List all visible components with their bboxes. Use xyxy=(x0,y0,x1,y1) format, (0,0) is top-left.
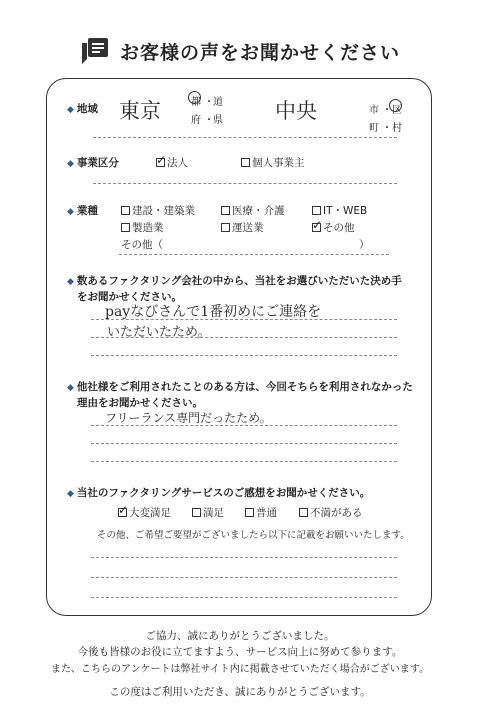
reason-question: ◆ 数あるファクタリング会社の中から、当社をお選びいただいた決め手 xyxy=(67,275,402,287)
answer-line xyxy=(91,319,397,320)
checkbox[interactable] xyxy=(299,508,308,517)
pref-separator: ・ xyxy=(204,97,214,108)
industry-option-transport[interactable]: 運送業 xyxy=(221,220,264,235)
business-option-corporation[interactable]: ✓ 法人 xyxy=(156,155,188,170)
page-header xyxy=(0,34,480,68)
reason-answer-line2: いただいたため。 xyxy=(107,325,211,340)
industry-option-manufacturing[interactable]: 製造業 xyxy=(121,220,164,235)
impression-option-satisfied[interactable]: 満足 xyxy=(192,505,224,520)
page-title: お客様の声をお聞かせください xyxy=(119,41,400,64)
city-type-machi[interactable]: 町 xyxy=(369,123,379,134)
impression-option-normal[interactable]: 普通 xyxy=(245,505,277,520)
pref-type-dou[interactable]: 道 xyxy=(213,97,223,108)
impression-option-very-satisfied[interactable]: ✓大変満足 xyxy=(118,505,171,520)
industry-option-medical[interactable]: 医療・介護 xyxy=(221,203,285,218)
other-company-answer: フリーランス専門だったため。 xyxy=(105,411,272,425)
checkbox[interactable] xyxy=(192,508,201,517)
answer-line xyxy=(91,337,397,338)
answer-line xyxy=(119,254,389,255)
speech-bubble-document-icon xyxy=(80,37,110,65)
selected-circle-mark xyxy=(188,91,201,104)
checkbox-checked[interactable] xyxy=(156,158,165,167)
answer-line xyxy=(91,425,397,426)
answer-line xyxy=(91,461,397,462)
industry-other-close: ） xyxy=(359,239,370,251)
checkbox-checked[interactable] xyxy=(312,223,321,232)
reason-question-cont: をお聞かせください。 xyxy=(77,291,182,303)
survey-card xyxy=(46,78,432,616)
checkbox[interactable] xyxy=(121,206,130,215)
industry-option-it-web[interactable]: IT・WEB xyxy=(312,203,367,218)
answer-line xyxy=(91,597,397,598)
impression-question: ◆ 当社のファクタリングサービスのご感想をお聞かせください。 xyxy=(67,487,371,499)
industry-label: ◆ 業種 xyxy=(67,205,98,217)
answer-line xyxy=(91,577,397,578)
city-type-shi[interactable]: 市 xyxy=(369,105,379,116)
checkbox[interactable] xyxy=(312,206,321,215)
footer-closing: この度はご利用いただき、誠にありがとうございます。 xyxy=(109,686,371,698)
checkbox[interactable] xyxy=(241,158,250,167)
footer-publish-note: また、こちらのアンケートは弊社サイト内に掲載させていただく場合がございます。 xyxy=(51,664,429,675)
checkbox-checked[interactable] xyxy=(118,508,127,517)
city-separator: ・ xyxy=(382,123,392,134)
industry-option-other[interactable]: ✓ その他 xyxy=(312,220,355,235)
selected-circle-mark xyxy=(389,99,402,112)
answer-line xyxy=(93,183,397,184)
pref-separator: ・ xyxy=(204,115,214,126)
footer-service-note: 今後も皆様のお役に立てますよう、サービス向上に努めて参ります。 xyxy=(77,646,403,658)
answer-line xyxy=(93,137,397,138)
pref-type-to[interactable]: 都 xyxy=(191,97,201,108)
pref-type-fu[interactable]: 府 xyxy=(191,115,201,126)
business-type-label: ◆ 事業区分 xyxy=(67,157,119,169)
region-label: ◆ 地域 xyxy=(67,103,98,115)
business-option-sole-proprietor[interactable]: 個人事業主 xyxy=(241,155,305,170)
city-answer: 中央 xyxy=(275,99,317,123)
other-company-question-cont: 理由をお聞かせください。 xyxy=(77,397,203,409)
industry-other-text-label: その他（ xyxy=(121,239,163,251)
reason-answer-line1: payなびさんで1番初めにご連絡を xyxy=(105,304,322,320)
prefecture-answer: 東京 xyxy=(119,99,161,123)
city-type-mura[interactable]: 村 xyxy=(392,123,402,134)
city-type-ku[interactable]: 区 xyxy=(392,105,402,116)
impression-note: その他、ご希望ご要望がございましたら以下に記載をお願いいたします。 xyxy=(97,530,410,541)
checkbox[interactable] xyxy=(245,508,254,517)
checkbox[interactable] xyxy=(221,206,230,215)
answer-line xyxy=(91,443,397,444)
industry-option-construction[interactable]: 建設・建築業 xyxy=(121,203,195,218)
pref-type-ken[interactable]: 県 xyxy=(213,115,223,126)
checkbox[interactable] xyxy=(121,223,130,232)
impression-option-dissatisfied[interactable]: 不満がある xyxy=(299,505,363,520)
other-company-question: ◆ 他社様をご利用されたことのある方は、今回そちらを利用されなかった xyxy=(67,381,413,393)
checkbox[interactable] xyxy=(221,223,230,232)
answer-line xyxy=(91,355,397,356)
answer-line xyxy=(91,557,397,558)
city-separator: ・ xyxy=(382,105,392,116)
footer-thanks: ご協力、誠にありがとうございました。 xyxy=(145,630,335,642)
